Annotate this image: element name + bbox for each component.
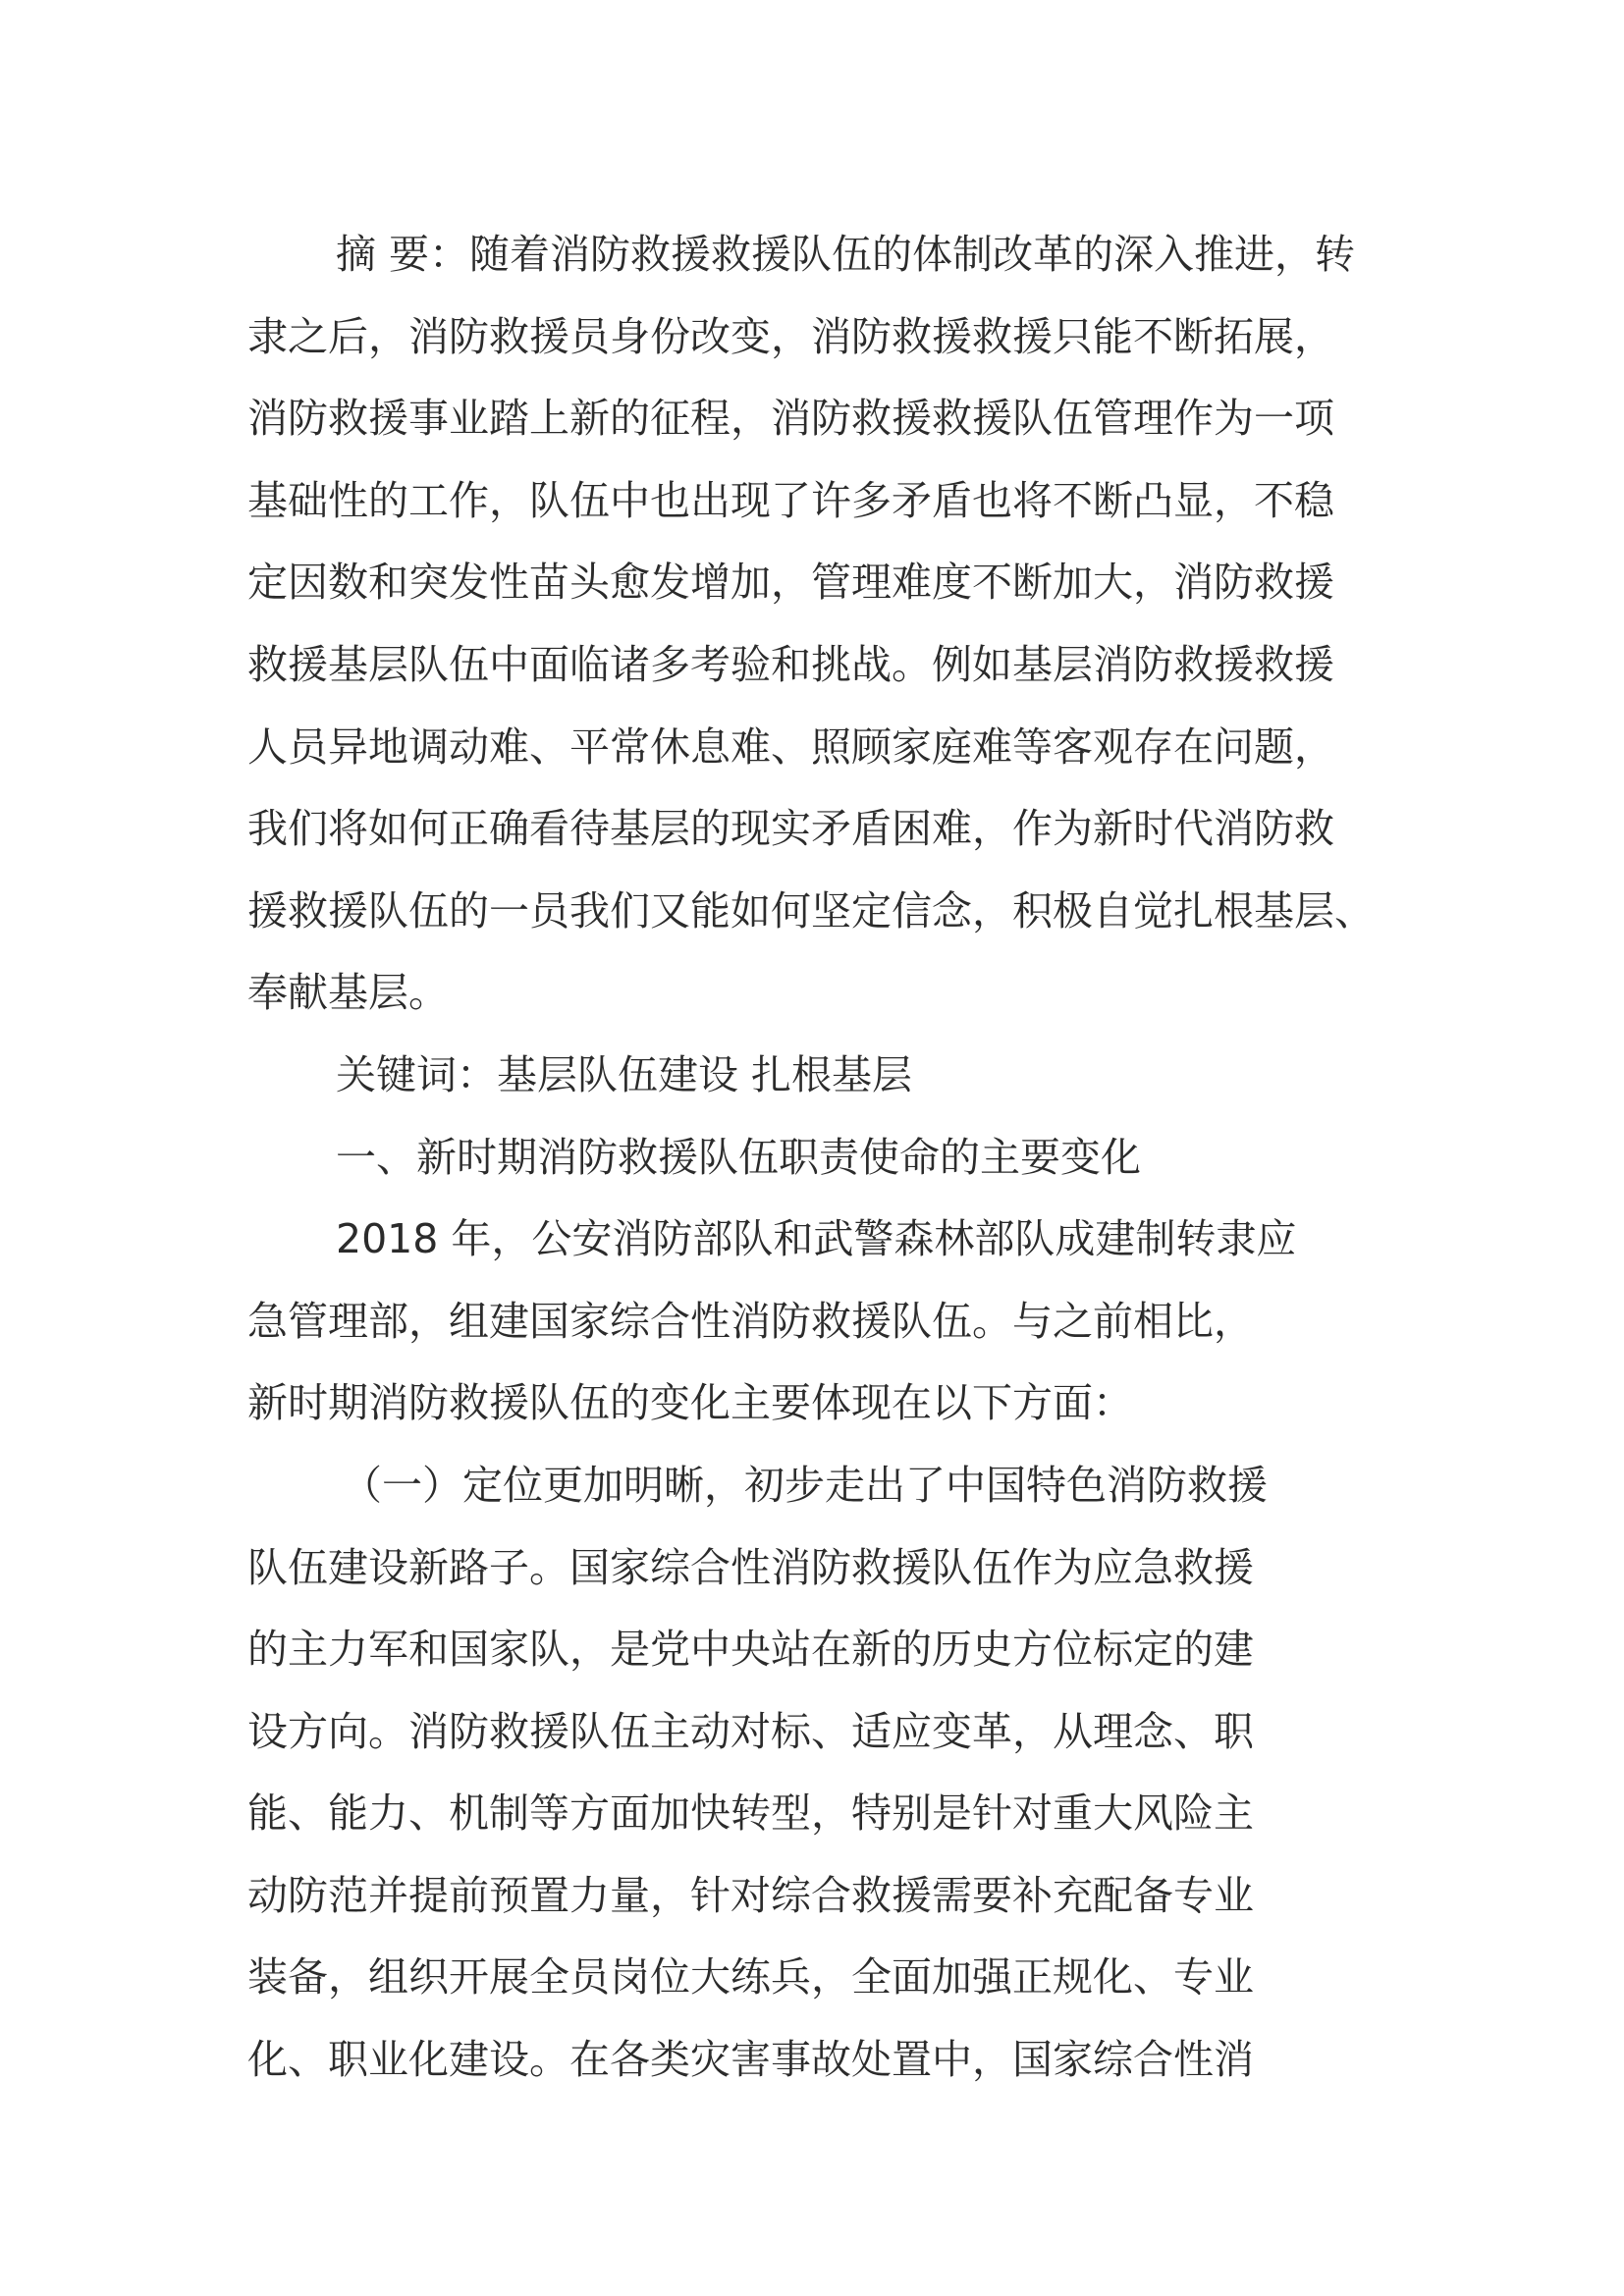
abstract-line: 基础性的工作，队伍中也出现了许多矛盾也将不断凸显，不稳 (247, 476, 1334, 524)
intro-line: 2018 年，公安消防部队和武警森林部队成建制转隶应 (336, 1215, 1297, 1263)
abstract-line: 消防救援事业踏上新的征程，消防救援救援队伍管理作为一项 (247, 395, 1334, 443)
subsection-line: 装备，组织开展全员岗位大练兵，全面加强正规化、专业 (247, 1953, 1254, 2002)
section-heading: 一、新时期消防救援队伍职责使命的主要变化 (336, 1133, 1141, 1181)
subsection-line: 的主力军和国家队，是党中央站在新的历史方位标定的建 (247, 1626, 1254, 1674)
subsection-line: 队伍建设新路子。国家综合性消防救援队伍作为应急救援 (247, 1543, 1254, 1591)
abstract-line: 人员异地调动难、平常休息难、照顾家庭难等客观存在问题， (247, 722, 1334, 771)
subsection-line: 化、职业化建设。在各类灾害事故处置中，国家综合性消 (247, 2036, 1254, 2084)
abstract-line: 我们将如何正确看待基层的现实矛盾困难，作为新时代消防救 (247, 805, 1334, 853)
abstract-line: 定因数和突发性苗头愈发增加，管理难度不断加大，消防救援 (247, 559, 1334, 607)
abstract-line: 救援基层队伍中面临诸多考验和挑战。例如基层消防救援救援 (247, 640, 1334, 688)
document-body (247, 214, 1406, 2102)
intro-line: 新时期消防救援队伍的变化主要体现在以下方面： (247, 1379, 1133, 1427)
abstract-line: 摘 要：随着消防救援救援队伍的体制改革的深入推进，转 (336, 231, 1356, 278)
subsection-line: 动防范并提前预置力量，针对综合救援需要补充配备专业 (247, 1871, 1254, 1919)
abstract-line: 隶之后，消防救援员身份改变，消防救援救援只能不断拓展， (247, 312, 1334, 360)
keywords: 关键词：基层队伍建设 扎根基层 (336, 1050, 913, 1098)
abstract-line: 援救援队伍的一员我们又能如何坚定信念，积极自觉扎根基层、 (247, 886, 1375, 934)
subsection-line: （一）定位更加明晰，初步走出了中国特色消防救援 (342, 1461, 1268, 1509)
abstract-line: 奉献基层。 (247, 969, 449, 1017)
subsection-line: 能、能力、机制等方面加快转型，特别是针对重大风险主 (247, 1789, 1254, 1838)
subsection-line: 设方向。消防救援队伍主动对标、适应变革，从理念、职 (247, 1707, 1254, 1755)
intro-line: 急管理部，组建国家综合性消防救援队伍。与之前相比， (247, 1297, 1254, 1345)
